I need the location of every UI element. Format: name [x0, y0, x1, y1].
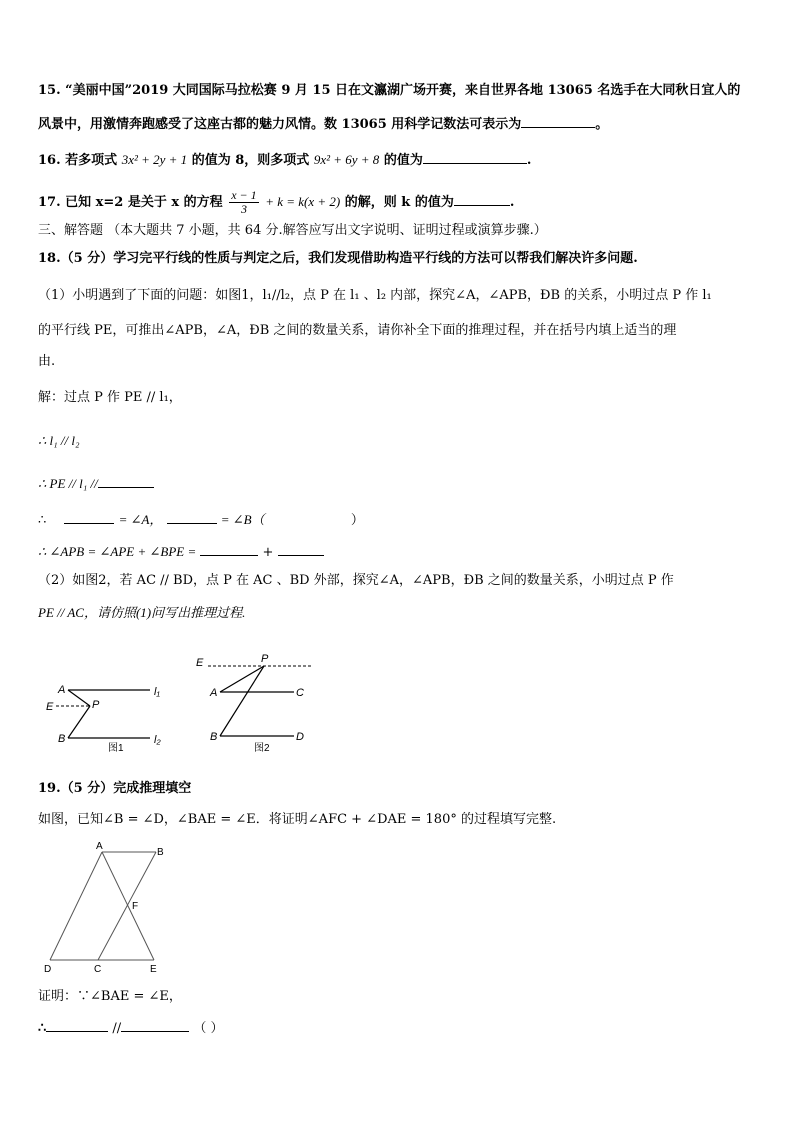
- q18-step4-blank2: [278, 542, 324, 556]
- q17-frac-den: 3: [240, 202, 247, 216]
- segment-PB: [220, 666, 264, 736]
- q18-step4-text: ∴ ∠APB = ∠APE + ∠BPE =: [38, 544, 197, 559]
- q18-step3-eqB: = ∠B（: [220, 512, 265, 527]
- q17-mid: 的解，则 k 的值为: [344, 195, 454, 210]
- label-l1: l₁: [154, 686, 160, 698]
- q19-head: 19.（5 分）完成推理填空: [38, 781, 192, 796]
- figure-1-caption: 图1: [108, 743, 124, 754]
- q18-step2: [38, 474, 154, 494]
- label-E: E: [150, 964, 157, 975]
- figure-2-caption: 图2: [254, 743, 270, 754]
- q19-therefore: ∴: [38, 1021, 47, 1036]
- q15-line1: 15. “美丽中国”2019 大同国际马拉松赛 9 月 15 日在文瀛湖广场开赛，来自世界各地 13065 名选手在大同秋日宜人的: [38, 83, 741, 98]
- label-F: F: [132, 901, 139, 912]
- q19-proof1: 证明：∵∠BAE = ∠E，: [38, 989, 182, 1004]
- q18-step3-blank2: [167, 510, 217, 524]
- label-B: B: [157, 847, 164, 858]
- label-C: C: [296, 687, 304, 699]
- segment-AD: [50, 852, 102, 960]
- q18-step4: [38, 542, 324, 562]
- label-B: B: [210, 731, 218, 743]
- q16-prefix: 16. 若多项式: [38, 153, 118, 168]
- q15-line2: [38, 114, 608, 134]
- label-A: A: [58, 684, 66, 696]
- q17-frac-num: x − 1: [231, 188, 257, 202]
- q17-prefix: 17. 已知 x=2 是关于 x 的方程: [38, 195, 223, 210]
- q17-end: .: [509, 195, 515, 210]
- figure-1: [38, 678, 178, 756]
- label-D: D: [296, 731, 304, 743]
- q18-step3-blank1: [64, 510, 114, 524]
- label-P: P: [261, 653, 269, 665]
- segment-PB: [68, 706, 90, 738]
- q18-part1-line1: （1）小明遇到了下面的问题：如图1，l₁//l₂，点 P 在 l₁ 、l₂ 内部，探究∠A，∠APB，ÐB 的关系，小明过点 P 作 l₁: [38, 288, 712, 303]
- figure-3: [38, 838, 178, 978]
- q18-part1-line2: 的平行线 PE，可推出∠APB，∠A，ÐB 之间的数量关系，请你补全下面的推理过程，并在括号内填上适当的理: [38, 323, 677, 338]
- q19-given: 如图，已知∠B = ∠D，∠BAE = ∠E．将证明∠AFC + ∠DAE = 180° 的过程填写完整.: [38, 812, 557, 827]
- q19-proof2: [38, 1018, 223, 1038]
- q19-reason: （ ）: [193, 1021, 224, 1036]
- q16-expr1: 3x² + 2y + 1: [121, 152, 188, 167]
- q19-blank1: [46, 1018, 108, 1032]
- figure-2: [190, 652, 320, 756]
- q18-step4-blank1: [200, 542, 258, 556]
- q18-step3-therefore: ∴: [38, 513, 47, 528]
- q18-part2-line2: PE // AC，请仿照(1)问写出推理过程.: [38, 605, 246, 620]
- q17-fraction: [229, 189, 258, 216]
- q16-expr2: 9x² + 6y + 8: [313, 152, 380, 167]
- label-D: D: [44, 964, 52, 975]
- segment-AP: [68, 690, 90, 706]
- q18-solution-intro: 解：过点 P 作 PE // l₁，: [38, 390, 182, 405]
- label-l2: l₂: [154, 734, 161, 746]
- q16-answer-blank: [423, 150, 527, 164]
- label-A: A: [210, 687, 218, 699]
- label-E: E: [46, 701, 54, 713]
- q16-end: .: [526, 153, 532, 168]
- q18-step3-close: ）: [350, 513, 364, 528]
- q19-parallel: //: [112, 1021, 122, 1036]
- label-P: P: [92, 699, 100, 711]
- label-C: C: [94, 964, 102, 975]
- label-A: A: [96, 841, 103, 852]
- q17: [38, 184, 514, 221]
- q16-mid: 的值为 8，则多项式: [191, 153, 310, 168]
- q15-answer-blank: [521, 114, 595, 128]
- q16-suffix: 的值为: [383, 153, 423, 168]
- q18-part2-line1: （2）如图2，若 AC // BD，点 P 在 AC 、BD 外部，探究∠A，∠APB，ÐB 之间的数量关系，小明过点 P 作: [38, 573, 674, 588]
- segment-BC: [98, 852, 156, 960]
- q15-end: 。: [595, 117, 609, 132]
- q16: [38, 150, 531, 170]
- q15-line2-text: 风景中，用激情奔跑感受了这座古都的魅力风情。数 13065 用科学记数法可表示为: [38, 117, 522, 132]
- segment-AP: [220, 666, 264, 692]
- q18-step1: ∴ l₁ // l₂: [38, 433, 80, 448]
- q18-step3: [38, 510, 364, 530]
- q18-step3-eqA: = ∠A，: [118, 512, 163, 527]
- q17-answer-blank: [454, 192, 510, 206]
- q18-step2-blank: [98, 474, 154, 488]
- section-3-heading: 三、解答题 （本大题共 7 小题，共 64 分.解答应写出文字说明、证明过程或演算步骤.）: [38, 223, 547, 238]
- q18-step4-plus: +: [262, 545, 274, 560]
- q17-expr: + k = k(x + 2): [265, 194, 341, 209]
- q18-head: 18.（5 分）学习完平行线的性质与判定之后，我们发现借助构造平行线的方法可以帮我们解决许多问题.: [38, 251, 638, 266]
- q18-step2-text: ∴ PE // l₁ //: [38, 476, 98, 491]
- segment-AE: [102, 852, 154, 960]
- label-B: B: [58, 733, 66, 745]
- q18-part1-line3: 由.: [38, 354, 56, 369]
- q19-blank2: [121, 1018, 189, 1032]
- label-E: E: [196, 657, 204, 669]
